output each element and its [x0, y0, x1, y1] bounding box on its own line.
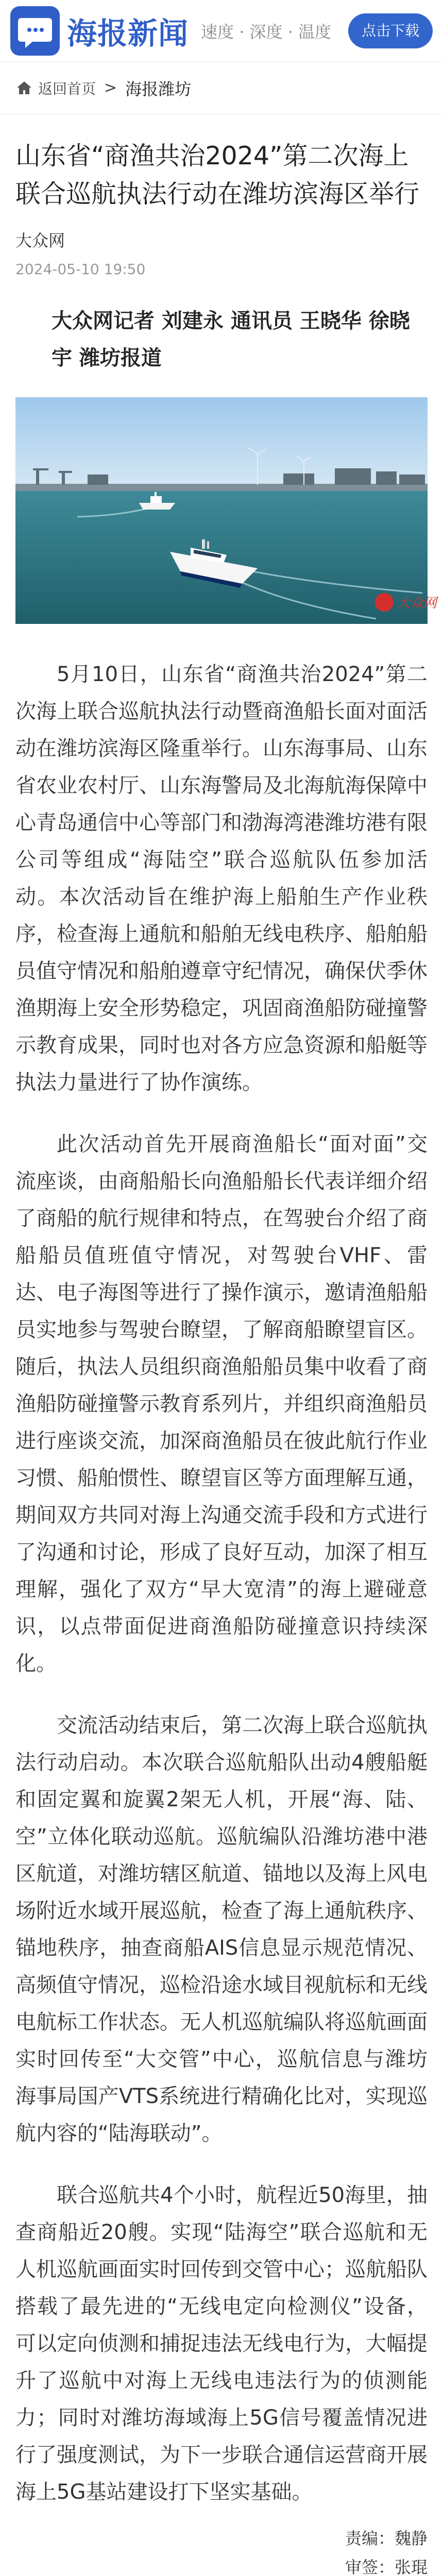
article-photo: [15, 397, 437, 624]
article-date: 2024-05-10 19:50: [15, 261, 146, 278]
reviewer-credit: 审签：张琨: [345, 2557, 428, 2576]
article-paragraph: 5月10日，山东省“商渔共治2024”第二次海上联合巡航执法行动暨商渔船长面对面活动在潍坊滨海区隆重举行。山东海事局、山东省农业农村厅、山东海警局及北海航海保障中心青岛通信中心等部门和渤海湾港潍坊港有限公司等组成“海陆空”联合巡航队伍参加活动。本次活动旨在维护海上船舶生产作业秩序，检查海上通航和船舶无线电秩序、船舶船员值守情况和船舶遵章守纪情况，确保伏季休渔期海上安全形势稳定，巩固商渔船防碰撞警示教育成果，同时也对各方应急资源和船艇等执法力量进行了协作演练。: [15, 663, 428, 1094]
breadcrumb-separator: >: [104, 79, 117, 97]
breadcrumb: [0, 62, 443, 114]
back-home-link[interactable]: 返回首页: [38, 80, 96, 97]
editor-credit: 责编：魏静: [345, 2529, 428, 2548]
article-paragraph: 交流活动结束后，第二次海上联合巡航执法行动启动。本次联合巡航船队出动4艘船艇和固定翼和旋翼2架无人机，开展“海、陆、空”立体化联动巡航。巡航编队沿潍坊港中港区航道，对潍坊辖区航道、锚地以及海上风电场附近水域开展巡航，检查了海上通航秩序、锚地秩序，抽查商船AIS信息显示规范情况、高频值守情况，巡检沿途水域目视航标和无线电航标工作状态。无人机巡航编队将巡航画面实时回传至“大交管”中心，巡航信息与潍坊海事局国产VTS系统进行精确化比对，实现巡航内容的“陆海联动”。: [15, 1714, 428, 2145]
article-source: 大众网: [15, 231, 65, 250]
brand-slogan: 速度 · 深度 · 温度: [201, 22, 332, 42]
watermark-text: 大众网: [397, 596, 437, 611]
article: [0, 137, 443, 2576]
app-header: [0, 0, 443, 62]
article-byline: 大众网记者 刘建永 通讯员 王晓华 徐晓宇 潍坊报道: [52, 309, 410, 370]
photo-watermark: [375, 593, 439, 612]
chat-bubble-icon: [16, 12, 54, 50]
article-paragraph: 此次活动首先开展商渔船长“面对面”交流座谈，由商船船长向渔船船长代表详细介绍了商船的航行规律和特点，在驾驶台介绍了商船船员值班值守情况，对驾驶台VHF、雷达、电子海图等进行了操作演示，邀请渔船船员实地参与驾驶台瞭望，了解商船瞭望盲区。随后，执法人员组织商渔船船员集中收看了商渔船防碰撞警示教育系列片，并组织商渔船员进行座谈交流，加深商渔船员在彼此航行作业习惯、船舶惯性、瞭望盲区等方面理解互通，期间双方共同对海上沟通交流手段和方式进行了沟通和讨论，形成了良好互动，加深了相互理解，强化了双方“早大宽清”的海上避碰意识，以点带面促进商渔船防碰撞意识持续深化。: [15, 1132, 428, 1675]
brand-name: 海报新闻: [67, 15, 189, 51]
breadcrumb-current-channel[interactable]: 海报潍坊: [125, 79, 192, 99]
article-title: 山东省“商渔共治2024”第二次海上联合巡航执法行动在潍坊滨海区举行: [15, 141, 420, 209]
article-paragraph: 联合巡航共4个小时，航程近50海里，抽查商船近20艘。实现“陆海空”联合巡航和无人机巡航画面实时回传到交管中心；巡航船队搭载了最先进的“无线电定向检测仪”设备，可以定向侦测和捕捉违法无线电行为，大幅提升了巡航中对海上无线电违法行为的侦测能力；同时对潍坊海域海上5G信号覆盖情况进行了强度测试，为下一步联合通信运营商开展海上5G基站建设打下坚实基础。: [15, 2183, 428, 2504]
download-app-button[interactable]: 点击下载: [348, 13, 433, 48]
app-logo[interactable]: [10, 6, 60, 56]
home-icon[interactable]: [15, 79, 33, 97]
